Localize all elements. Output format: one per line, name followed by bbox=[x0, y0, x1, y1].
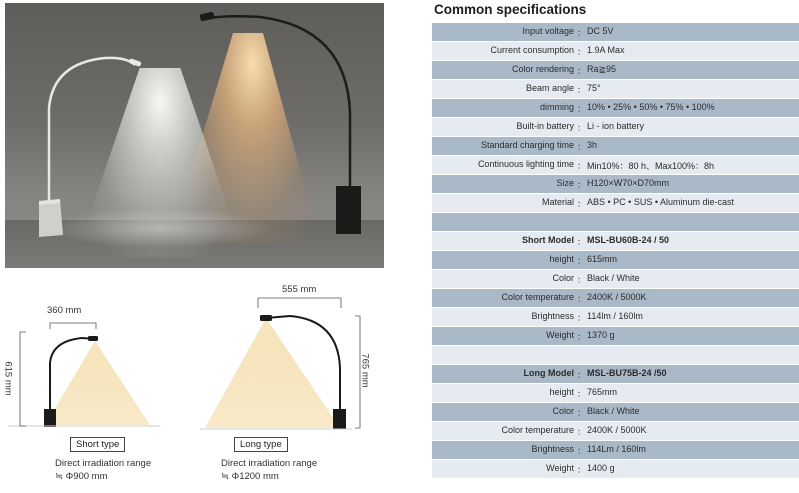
spec-row bbox=[432, 270, 799, 289]
spec-label: dimming bbox=[539, 102, 574, 112]
spec-separator: ： bbox=[577, 275, 587, 285]
spec-row bbox=[432, 441, 799, 460]
spec-label: Beam angle bbox=[525, 83, 574, 93]
spec-row bbox=[432, 289, 799, 308]
long-beam-cone bbox=[205, 318, 340, 428]
long-model-header bbox=[432, 365, 799, 384]
spec-value: 1400 g bbox=[587, 463, 615, 473]
spec-label: Material bbox=[541, 197, 574, 207]
spec-label: Color temperature bbox=[501, 425, 574, 435]
spec-label: Color bbox=[552, 406, 574, 416]
spec-row bbox=[432, 118, 799, 137]
short-height-dimension bbox=[20, 332, 26, 426]
spec-value: 765mm bbox=[587, 387, 618, 397]
spec-table bbox=[432, 23, 799, 479]
short-lamp-base bbox=[39, 199, 63, 237]
spec-label: Short Model bbox=[522, 235, 574, 245]
spec-value: 114Lm / 160lm bbox=[587, 444, 646, 454]
spec-value: 10% • 25% • 50% • 75% • 100% bbox=[587, 102, 715, 112]
short-lamp-arm bbox=[49, 58, 135, 208]
short-height-label: 615 mm bbox=[2, 361, 14, 396]
spec-label: Weight bbox=[546, 463, 574, 473]
spec-value: MSL-BU60B-24 / 50 bbox=[587, 235, 670, 245]
spec-value: 3h bbox=[587, 140, 598, 150]
spec-separator: ： bbox=[577, 370, 587, 380]
long-lamp-head bbox=[200, 12, 215, 22]
spec-row bbox=[432, 99, 799, 118]
spec-label: Color temperature bbox=[501, 292, 574, 302]
spec-row bbox=[432, 460, 799, 479]
spec-label: Weight bbox=[546, 330, 574, 340]
spec-separator: ： bbox=[577, 180, 587, 190]
spec-label: Long Model bbox=[523, 368, 574, 378]
spec-label: Size bbox=[556, 178, 574, 188]
spec-separator: ： bbox=[577, 104, 587, 114]
long-width-dimension bbox=[258, 298, 341, 308]
spec-value: Black / White bbox=[587, 406, 640, 416]
spec-row bbox=[432, 327, 799, 346]
short-lamp-base bbox=[44, 409, 56, 427]
spec-separator: ： bbox=[577, 28, 587, 38]
spec-value: Ra≧95 bbox=[587, 64, 617, 74]
spec-separator: ： bbox=[577, 161, 587, 171]
spec-separator: ： bbox=[577, 408, 587, 418]
long-width-label: 555 mm bbox=[282, 284, 317, 295]
long-lamp-base bbox=[333, 409, 346, 429]
photo-lamps-drawing bbox=[5, 3, 384, 268]
spec-separator: ： bbox=[577, 142, 587, 152]
long-lamp-base bbox=[336, 186, 361, 234]
spec-label: Current consumption bbox=[490, 45, 574, 55]
spec-label: height bbox=[549, 254, 574, 264]
spec-row-spacer bbox=[432, 346, 799, 365]
spec-row bbox=[432, 137, 799, 156]
spec-label: Color rendering bbox=[511, 64, 574, 74]
spec-row-spacer bbox=[432, 213, 799, 232]
spec-label: Continuous lighting time bbox=[477, 159, 574, 169]
long-lamp-arm bbox=[210, 16, 350, 188]
spec-label: Brightness bbox=[531, 311, 574, 321]
spec-label: Brightness bbox=[531, 444, 574, 454]
spec-row bbox=[432, 42, 799, 61]
spec-value: DC 5V bbox=[587, 26, 614, 36]
spec-label: Color bbox=[552, 273, 574, 283]
long-type-label: Long type bbox=[234, 437, 288, 452]
short-lamp-head bbox=[129, 58, 142, 67]
spec-row bbox=[432, 194, 799, 213]
short-beam-cone bbox=[45, 341, 150, 425]
spec-value: ABS • PC • SUS • Aluminum die-cast bbox=[587, 197, 735, 207]
spec-value: H120×W70×D70mm bbox=[587, 178, 670, 188]
spec-separator: ： bbox=[577, 389, 587, 399]
spec-value: Black / White bbox=[587, 273, 640, 283]
short-type-label: Short type bbox=[70, 437, 125, 452]
spec-separator: ： bbox=[577, 47, 587, 57]
spec-separator: ： bbox=[577, 427, 587, 437]
short-width-dimension bbox=[50, 323, 96, 329]
spec-separator: ： bbox=[577, 85, 587, 95]
spec-row bbox=[432, 23, 799, 42]
long-range-value: ≒ Φ1200 mm bbox=[221, 471, 279, 482]
product-photo bbox=[5, 3, 384, 268]
spec-value: 75° bbox=[587, 83, 601, 93]
spec-row bbox=[432, 156, 799, 175]
spec-separator: ： bbox=[577, 465, 587, 475]
short-range-title: Direct irradiation range bbox=[55, 458, 152, 469]
spec-separator: ： bbox=[577, 237, 587, 247]
spec-row bbox=[432, 80, 799, 99]
spec-separator: ： bbox=[577, 313, 587, 323]
spec-separator: ： bbox=[577, 446, 587, 456]
long-lamp-head bbox=[260, 315, 272, 321]
short-range-value: ≒ Φ900 mm bbox=[55, 471, 108, 482]
short-model-header bbox=[432, 232, 799, 251]
spec-row bbox=[432, 403, 799, 422]
long-height-label: 765 mm bbox=[359, 353, 371, 388]
spec-separator: ： bbox=[577, 66, 587, 76]
spec-row bbox=[432, 175, 799, 194]
long-range-title: Direct irradiation range bbox=[221, 458, 318, 469]
spec-label: Input voltage bbox=[522, 26, 574, 36]
short-width-label: 360 mm bbox=[47, 305, 82, 316]
spec-label: Built-in battery bbox=[516, 121, 574, 131]
spec-value: 1370 g bbox=[587, 330, 615, 340]
spec-value: 114lm / 160lm bbox=[587, 311, 643, 321]
spec-value: 1.9A Max bbox=[587, 45, 625, 55]
spec-value: 2400K / 5000K bbox=[587, 425, 647, 435]
spec-separator: ： bbox=[577, 123, 587, 133]
spec-row bbox=[432, 308, 799, 327]
spec-row bbox=[432, 384, 799, 403]
spec-value: Li - ion battery bbox=[587, 121, 645, 131]
spec-separator: ： bbox=[577, 294, 587, 304]
spec-label: height bbox=[549, 387, 574, 397]
spec-row bbox=[432, 422, 799, 441]
spec-label: Standard charging time bbox=[480, 140, 574, 150]
short-lamp-head bbox=[88, 336, 98, 341]
spec-value: 615mm bbox=[587, 254, 618, 264]
spec-value: Min10%：80 h、Max100%：8h bbox=[587, 161, 715, 171]
spec-separator: ： bbox=[577, 332, 587, 342]
spec-row bbox=[432, 251, 799, 270]
spec-separator: ： bbox=[577, 256, 587, 266]
spec-value: 2400K / 5000K bbox=[587, 292, 647, 302]
spec-value: MSL-BU75B-24 /50 bbox=[587, 368, 667, 378]
spec-separator: ： bbox=[577, 199, 587, 209]
spec-title: Common specifications bbox=[434, 2, 587, 17]
spec-row bbox=[432, 61, 799, 80]
